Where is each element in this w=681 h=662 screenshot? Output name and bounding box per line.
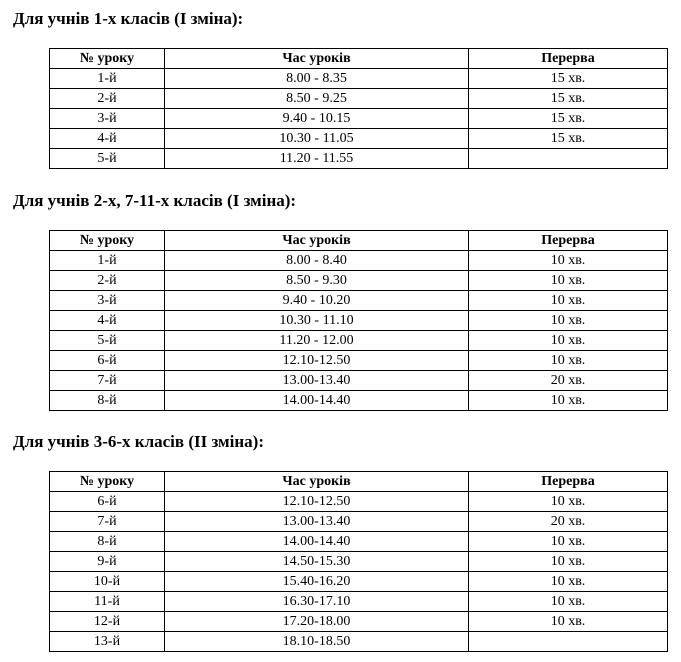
lesson-time-cell: 9.40 - 10.20 — [165, 291, 469, 311]
break-cell: 10 хв. — [469, 572, 668, 592]
table-row — [50, 592, 668, 612]
lesson-time-cell: 11.20 - 12.00 — [165, 331, 469, 351]
break-cell: 15 хв. — [469, 109, 668, 129]
table-header-row — [50, 49, 668, 69]
lesson-time-cell: 16.30-17.10 — [165, 592, 469, 612]
table-row — [50, 391, 668, 411]
table-row — [50, 129, 668, 149]
lesson-time-cell: 14.00-14.40 — [165, 532, 469, 552]
schedule-table-1st-grade — [49, 48, 668, 169]
break-cell: 10 хв. — [469, 492, 668, 512]
break-cell: 10 хв. — [469, 311, 668, 331]
break-cell — [469, 632, 668, 652]
table-row — [50, 271, 668, 291]
break-cell: 10 хв. — [469, 612, 668, 632]
lesson-number-cell: 7-й — [50, 512, 165, 532]
lesson-time-cell: 15.40-16.20 — [165, 572, 469, 592]
lesson-time-cell: 18.10-18.50 — [165, 632, 469, 652]
section-heading-3-6th-grade: Для учнів 3-6-х класів (ІІ зміна): — [13, 432, 264, 451]
lesson-number-cell: 1-й — [50, 251, 165, 271]
column-header-lesson-number: № уроку — [50, 49, 165, 69]
column-header-break: Перерва — [469, 49, 668, 69]
table-row — [50, 291, 668, 311]
lesson-number-cell: 13-й — [50, 632, 165, 652]
schedule-table-3-6th-grade — [49, 471, 668, 652]
lesson-time-cell: 9.40 - 10.15 — [165, 109, 469, 129]
column-header-lesson-number: № уроку — [50, 472, 165, 492]
lesson-number-cell: 3-й — [50, 109, 165, 129]
lesson-number-cell: 1-й — [50, 69, 165, 89]
column-header-break: Перерва — [469, 231, 668, 251]
lesson-number-cell: 8-й — [50, 532, 165, 552]
lesson-time-cell: 8.00 - 8.40 — [165, 251, 469, 271]
break-cell: 20 хв. — [469, 371, 668, 391]
lesson-time-cell: 17.20-18.00 — [165, 612, 469, 632]
lesson-time-cell: 14.00-14.40 — [165, 391, 469, 411]
break-cell: 15 хв. — [469, 69, 668, 89]
lesson-time-cell: 12.10-12.50 — [165, 492, 469, 512]
table-row — [50, 149, 668, 169]
table-row — [50, 552, 668, 572]
lesson-number-cell: 2-й — [50, 271, 165, 291]
column-header-lesson-time: Час уроків — [165, 49, 469, 69]
lesson-number-cell: 12-й — [50, 612, 165, 632]
lesson-time-cell: 8.00 - 8.35 — [165, 69, 469, 89]
schedule-table-2nd-7-11th-grade — [49, 230, 668, 411]
lesson-time-cell: 10.30 - 11.05 — [165, 129, 469, 149]
lesson-number-cell: 7-й — [50, 371, 165, 391]
lesson-time-cell: 11.20 - 11.55 — [165, 149, 469, 169]
break-cell: 15 хв. — [469, 89, 668, 109]
section-heading-2nd-7-11th-grade: Для учнів 2-х, 7-11-х класів (І зміна): — [13, 191, 297, 210]
lesson-number-cell: 5-й — [50, 331, 165, 351]
lesson-number-cell: 9-й — [50, 552, 165, 572]
break-cell: 10 хв. — [469, 251, 668, 271]
break-cell: 10 хв. — [469, 592, 668, 612]
lesson-time-cell: 10.30 - 11.10 — [165, 311, 469, 331]
lesson-number-cell: 3-й — [50, 291, 165, 311]
lesson-time-cell: 12.10-12.50 — [165, 351, 469, 371]
table-row — [50, 612, 668, 632]
break-cell: 10 хв. — [469, 331, 668, 351]
table-row — [50, 572, 668, 592]
lesson-number-cell: 4-й — [50, 129, 165, 149]
lesson-number-cell: 8-й — [50, 391, 165, 411]
lesson-number-cell: 6-й — [50, 351, 165, 371]
break-cell: 10 хв. — [469, 351, 668, 371]
break-cell: 10 хв. — [469, 532, 668, 552]
lesson-time-cell: 14.50-15.30 — [165, 552, 469, 572]
break-cell: 20 хв. — [469, 512, 668, 532]
table-row — [50, 532, 668, 552]
lesson-number-cell: 10-й — [50, 572, 165, 592]
column-header-lesson-time: Час уроків — [165, 231, 469, 251]
lesson-time-cell: 13.00-13.40 — [165, 371, 469, 391]
break-cell: 10 хв. — [469, 291, 668, 311]
break-cell: 15 хв. — [469, 129, 668, 149]
break-cell: 10 хв. — [469, 271, 668, 291]
lesson-number-cell: 5-й — [50, 149, 165, 169]
column-header-lesson-time: Час уроків — [165, 472, 469, 492]
lesson-time-cell: 8.50 - 9.25 — [165, 89, 469, 109]
table-row — [50, 371, 668, 391]
table-row — [50, 89, 668, 109]
column-header-lesson-number: № уроку — [50, 231, 165, 251]
table-header-row — [50, 472, 668, 492]
lesson-number-cell: 6-й — [50, 492, 165, 512]
table-row — [50, 512, 668, 532]
table-row — [50, 492, 668, 512]
lesson-time-cell: 13.00-13.40 — [165, 512, 469, 532]
section-heading-1st-grade: Для учнів 1-х класів (І зміна): — [13, 9, 244, 28]
table-row — [50, 251, 668, 271]
table-row — [50, 632, 668, 652]
break-cell — [469, 149, 668, 169]
lesson-time-cell: 8.50 - 9.30 — [165, 271, 469, 291]
break-cell: 10 хв. — [469, 552, 668, 572]
table-row — [50, 331, 668, 351]
table-header-row — [50, 231, 668, 251]
column-header-break: Перерва — [469, 472, 668, 492]
lesson-number-cell: 2-й — [50, 89, 165, 109]
table-row — [50, 69, 668, 89]
lesson-number-cell: 4-й — [50, 311, 165, 331]
table-row — [50, 311, 668, 331]
break-cell: 10 хв. — [469, 391, 668, 411]
table-row — [50, 109, 668, 129]
table-row — [50, 351, 668, 371]
lesson-number-cell: 11-й — [50, 592, 165, 612]
